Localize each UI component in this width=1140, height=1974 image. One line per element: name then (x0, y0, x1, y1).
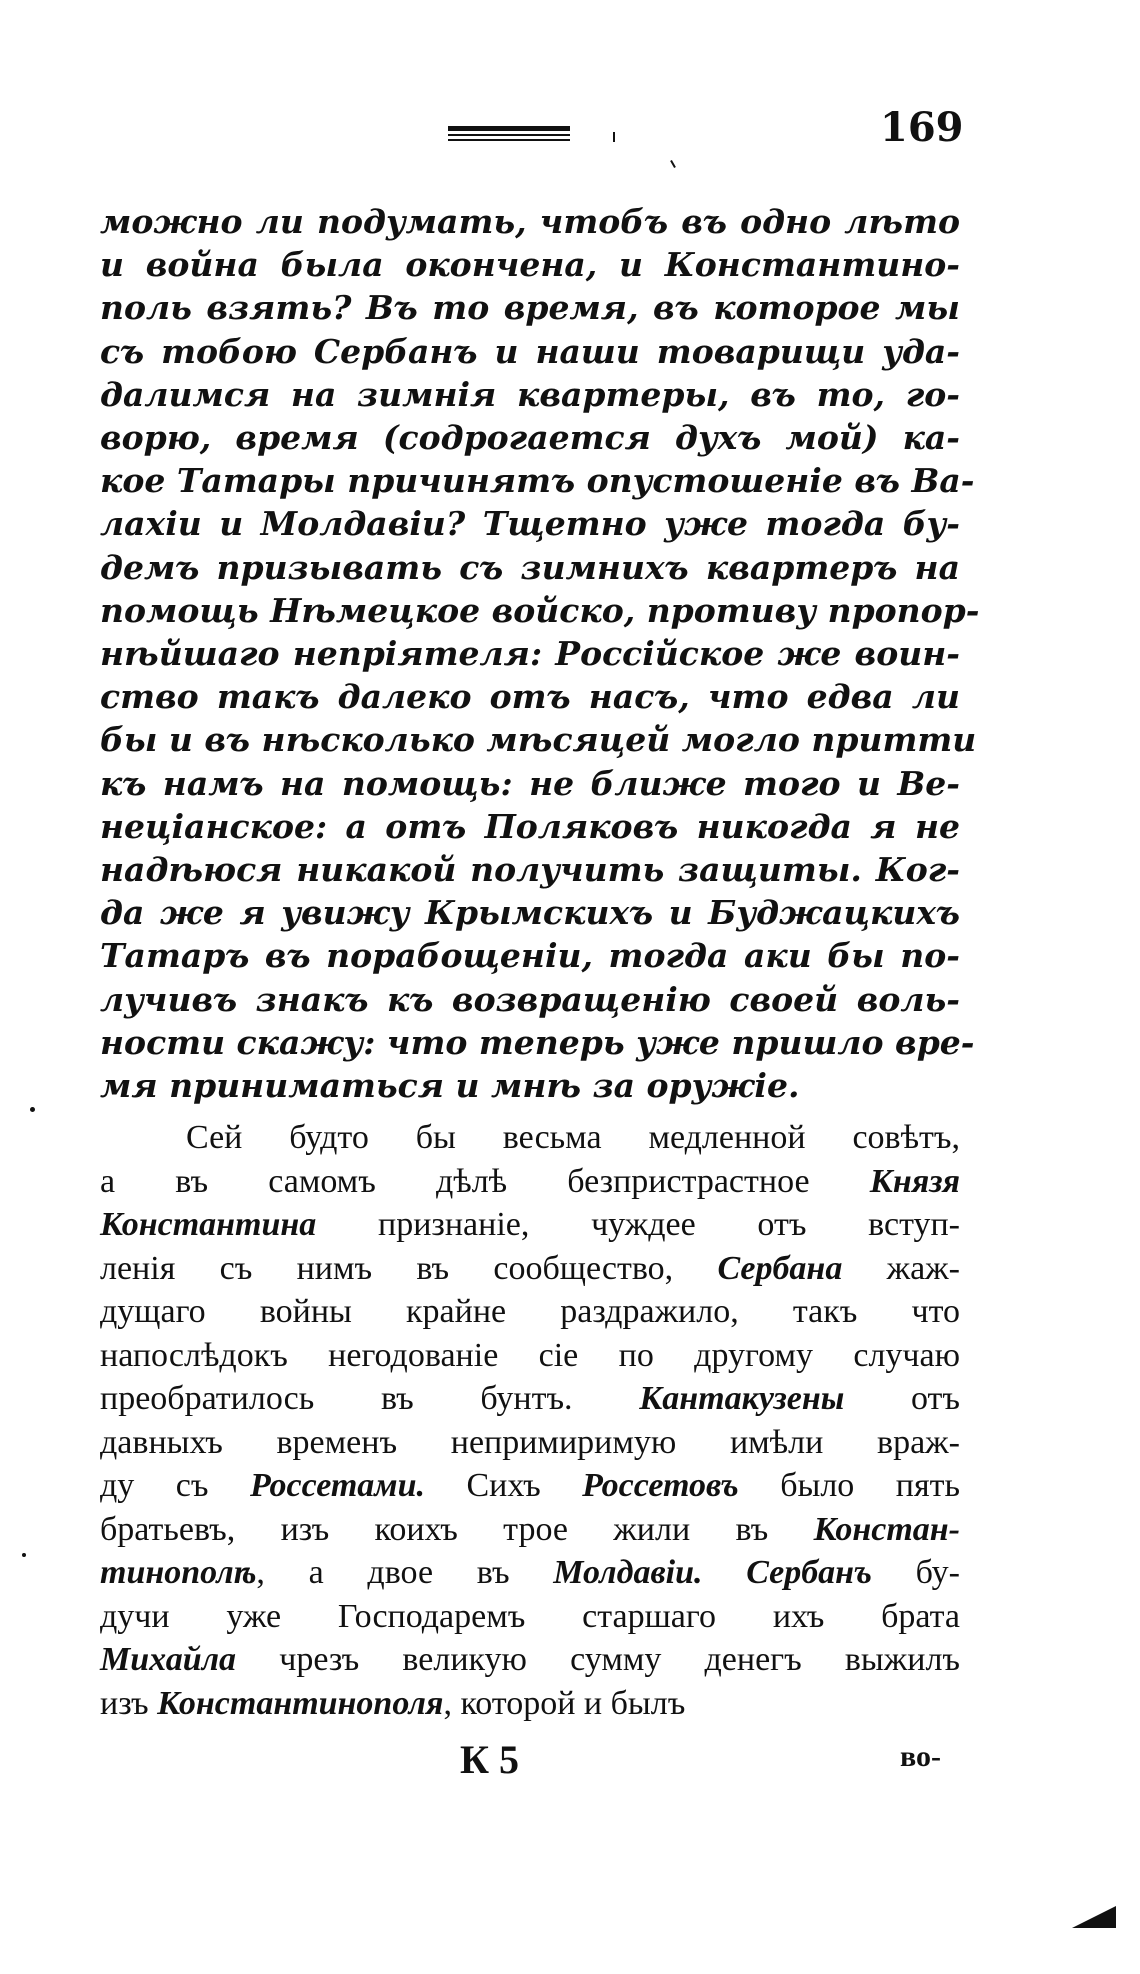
text-segment: изъ (100, 1684, 158, 1722)
emphasized-name: Михайла (100, 1641, 237, 1678)
text-line: неціанское: а отъ Поляковъ никогда я не (100, 806, 960, 846)
emphasized-name: Россетами. (249, 1467, 426, 1504)
text-line: лучивъ знакъ къ возвращенію своей воль- (100, 979, 960, 1019)
margin-dot (22, 1553, 26, 1557)
text-line: съ тобою Сербанъ и наши товарищи уда- (100, 331, 960, 371)
margin-dot (30, 1107, 35, 1112)
text-segment: давныхъ временъ непримиримую имѣли враж- (100, 1423, 960, 1461)
text-segment: Сихъ (425, 1467, 583, 1504)
text-segment (703, 1554, 747, 1591)
text-line: и война была окончена, и Константино- (100, 245, 960, 285)
text-segment: ленія съ нимъ въ сообщество, (100, 1249, 718, 1287)
text-line: лахіи и Молдавіи? Тщетно уже тогда бу- (100, 504, 960, 544)
text-segment: напослѣдокъ негодованіе сіе по другому случаю (100, 1336, 960, 1374)
emphasized-name: Константина (100, 1206, 317, 1243)
header-ornament-rule (448, 126, 570, 142)
text-line: къ намъ на помощь: не ближе того и Ве- (100, 763, 960, 803)
header-rule-thin-1 (448, 134, 570, 136)
page-number: 169 (880, 104, 964, 151)
text-line (100, 1377, 960, 1421)
emphasized-name: Россетовъ (582, 1467, 739, 1504)
text-segment: а въ самомъ дѣлѣ безпристрастное (100, 1162, 870, 1200)
text-line: помощь Нѣмецкое войско, противу пропор- (100, 590, 980, 630)
italic-speech-paragraph (100, 200, 980, 1107)
text-line: мя приниматься и мнѣ за оружіе. (100, 1066, 800, 1106)
text-line (100, 1551, 960, 1595)
text-segment: признаніе, чуждее отъ вступ- (316, 1206, 960, 1243)
text-line: ворю, время (содрогается духъ мой) ка- (100, 418, 960, 458)
header-rule-thick (448, 126, 570, 131)
text-segment: , которой и былъ (443, 1684, 686, 1722)
header-rule-thin-2 (448, 139, 570, 141)
emphasized-name: тинополѣ (100, 1554, 257, 1591)
emphasized-name: Константинополя (157, 1684, 444, 1722)
text-line: Татаръ въ порабощеніи, тогда аки бы по- (100, 936, 960, 976)
text-line: ство такъ далеко отъ насъ, что едва ли (100, 677, 960, 717)
emphasized-name: Князя (869, 1162, 960, 1200)
text-line: кое Татары причинятъ опустошеніе въ Ва- (100, 461, 975, 501)
text-segment: Сей будто бы весьма медленной совѣтъ, (186, 1119, 960, 1156)
text-line: нѣйшаго непріятеля: Россійское же воин- (100, 634, 960, 674)
emphasized-name: Молдавіи. (553, 1554, 703, 1591)
emphasized-name: Сербанъ (746, 1554, 872, 1591)
text-line (100, 1247, 960, 1291)
text-line (100, 1595, 960, 1639)
text-line: надѣюся никакой получить защиты. Ког- (100, 850, 960, 890)
text-line (100, 1682, 960, 1726)
text-line (100, 1638, 960, 1682)
text-segment: бу- (871, 1554, 960, 1591)
text-segment: чрезъ великую сумму денегъ выжилъ (236, 1641, 960, 1678)
text-segment: было пять (738, 1467, 960, 1504)
text-line (100, 1160, 960, 1204)
signature-mark: К 5 (460, 1737, 520, 1782)
text-line (100, 1203, 960, 1247)
narrative-paragraph (100, 1116, 960, 1725)
text-line (100, 1508, 960, 1552)
text-line (100, 1334, 960, 1378)
emphasized-name: Констан- (813, 1510, 960, 1548)
text-line: да же я увижу Крымскихъ и Буджацкихъ (100, 893, 960, 933)
text-line: ности скажу: что теперь уже пришло вре- (100, 1022, 975, 1062)
text-line (100, 1116, 960, 1160)
text-segment: преобратилось въ бунтъ. (100, 1380, 640, 1417)
text-line: демъ призывать съ зимнихъ квартеръ на (100, 547, 960, 587)
text-line: бы и въ нѣсколько мѣсяцей могло притти (100, 720, 977, 760)
emphasized-name: Сербана (717, 1249, 843, 1287)
text-line (100, 1464, 960, 1508)
text-line: поль взять? Въ то время, въ которое мы (100, 288, 960, 328)
stray-mark (613, 132, 615, 142)
catchword: во- (900, 1740, 941, 1773)
scan-corner-mark (1072, 1906, 1116, 1928)
text-segment: братьевъ, изъ коихъ трое жили въ (100, 1510, 814, 1548)
text-segment: жаж- (842, 1249, 960, 1287)
text-segment: отъ (844, 1380, 960, 1417)
text-line: можно ли подумать, чтобъ въ одно лѣто (100, 202, 960, 241)
text-segment: ду съ (100, 1467, 250, 1504)
text-line (100, 1290, 960, 1334)
text-segment: дучи уже Господаремъ старшаго ихъ брата (100, 1597, 960, 1635)
emphasized-name: Кантакузены (639, 1380, 845, 1417)
text-line: далимся на зимнія квартеры, въ то, го- (100, 374, 960, 414)
stray-mark (670, 160, 676, 168)
text-line (100, 1421, 960, 1465)
text-segment: дущаго войны крайне раздражило, такъ что (100, 1293, 960, 1330)
text-segment: , а двое въ (256, 1554, 554, 1591)
